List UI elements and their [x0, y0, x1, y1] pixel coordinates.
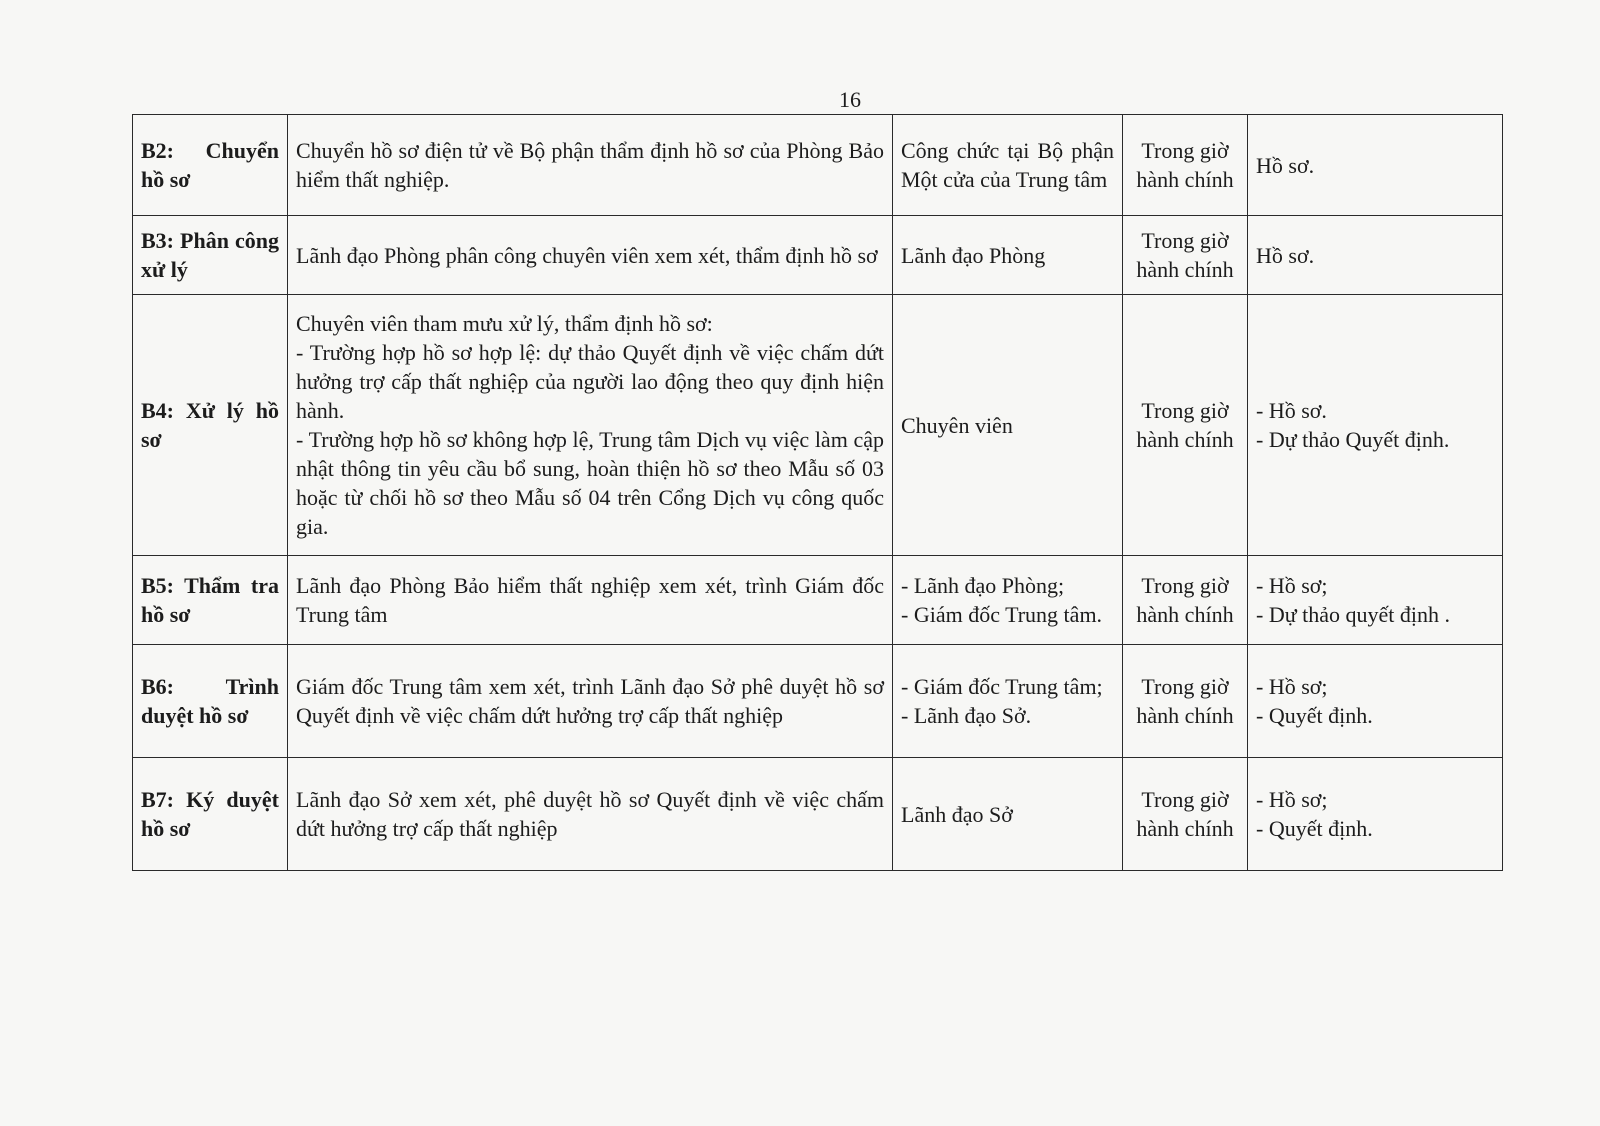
actor-cell: [893, 556, 1123, 645]
table-row: [133, 645, 1503, 758]
result-line: Hồ sơ.: [1256, 242, 1315, 268]
result-cell: [1248, 295, 1503, 556]
actor-cell: [893, 758, 1123, 871]
actor-line: - Giám đốc Trung tâm;: [901, 674, 1103, 699]
description-cell: [288, 295, 893, 556]
actor-line: Công chức tại Bộ phận Một cửa của Trung tâm: [901, 138, 1114, 192]
description-cell: [288, 216, 893, 295]
actor-cell: [893, 216, 1123, 295]
description-line: - Trường hợp hồ sơ hợp lệ: dự thảo Quyết định về việc chấm dứt hưởng trợ cấp thất nghiệp của người lao động theo quy định hiện hành.: [296, 340, 884, 423]
result-line: - Dự thảo Quyết định.: [1256, 427, 1450, 452]
actor-line: - Giám đốc Trung tâm.: [901, 602, 1103, 627]
result-cell: [1248, 216, 1503, 295]
description-line: Chuyển hồ sơ điện tử về Bộ phận thẩm định hồ sơ của Phòng Bảo hiểm thất nghiệp.: [296, 138, 884, 192]
result-line: - Quyết định.: [1256, 703, 1373, 728]
actor-line: - Lãnh đạo Sở.: [901, 703, 1032, 728]
step-cell: B7: Ký duyệt hồ sơ: [133, 758, 288, 871]
description-line: Lãnh đạo Sở xem xét, phê duyệt hồ sơ Quyết định về việc chấm dứt hưởng trợ cấp thất nghiệp: [296, 787, 884, 841]
result-cell: [1248, 115, 1503, 216]
procedure-table: [132, 114, 1503, 871]
result-line: - Hồ sơ;: [1256, 573, 1328, 598]
result-cell: [1248, 556, 1503, 645]
description-cell: [288, 645, 893, 758]
time-cell: Trong giờ hành chính: [1123, 295, 1248, 556]
description-line: Chuyên viên tham mưu xử lý, thẩm định hồ sơ:: [296, 311, 713, 336]
actor-cell: [893, 115, 1123, 216]
step-cell: B2: Chuyển hồ sơ: [133, 115, 288, 216]
actor-cell: [893, 645, 1123, 758]
description-cell: [288, 115, 893, 216]
step-cell: B5: Thẩm tra hồ sơ: [133, 556, 288, 645]
step-cell: B4: Xử lý hồ sơ: [133, 295, 288, 556]
result-line: - Hồ sơ;: [1256, 674, 1328, 699]
time-cell: Trong giờ hành chính: [1123, 216, 1248, 295]
result-line: - Hồ sơ.: [1256, 398, 1327, 423]
time-cell: Trong giờ hành chính: [1123, 115, 1248, 216]
actor-cell: [893, 295, 1123, 556]
table-row: [133, 295, 1503, 556]
description-line: - Trường hợp hồ sơ không hợp lệ, Trung tâm Dịch vụ việc làm cập nhật thông tin yêu cầu bổ sung, hoàn thiện hồ sơ theo Mẫu số 03 hoặc từ chối hồ sơ theo Mẫu số 04 trên Cổng Dịch vụ công quốc gia.: [296, 427, 884, 539]
actor-line: - Lãnh đạo Phòng;: [901, 573, 1065, 598]
step-cell: B6: Trình duyệt hồ sơ: [133, 645, 288, 758]
actor-line: Lãnh đạo Phòng: [901, 242, 1046, 268]
description-line: Giám đốc Trung tâm xem xét, trình Lãnh đạo Sở phê duyệt hồ sơ Quyết định về việc chấm dứt hưởng trợ cấp thất nghiệp: [296, 674, 884, 728]
actor-line: Chuyên viên: [901, 412, 1013, 438]
step-cell: B3: Phân công xử lý: [133, 216, 288, 295]
time-cell: Trong giờ hành chính: [1123, 758, 1248, 871]
result-cell: [1248, 645, 1503, 758]
time-cell: Trong giờ hành chính: [1123, 645, 1248, 758]
result-line: Hồ sơ.: [1256, 152, 1315, 178]
result-line: - Hồ sơ;: [1256, 787, 1328, 812]
actor-line: Lãnh đạo Sở: [901, 801, 1013, 827]
result-line: - Quyết định.: [1256, 816, 1373, 841]
time-cell: Trong giờ hành chính: [1123, 556, 1248, 645]
table-row: [133, 556, 1503, 645]
table-row: [133, 758, 1503, 871]
table-row: [133, 115, 1503, 216]
description-line: Lãnh đạo Phòng phân công chuyên viên xem xét, thẩm định hồ sơ: [296, 242, 878, 268]
description-cell: [288, 556, 893, 645]
table-row: [133, 216, 1503, 295]
description-cell: [288, 758, 893, 871]
result-cell: [1248, 758, 1503, 871]
result-line: - Dự thảo quyết định .: [1256, 602, 1451, 627]
description-line: Lãnh đạo Phòng Bảo hiểm thất nghiệp xem xét, trình Giám đốc Trung tâm: [296, 573, 884, 627]
page-number: 16: [839, 87, 861, 112]
